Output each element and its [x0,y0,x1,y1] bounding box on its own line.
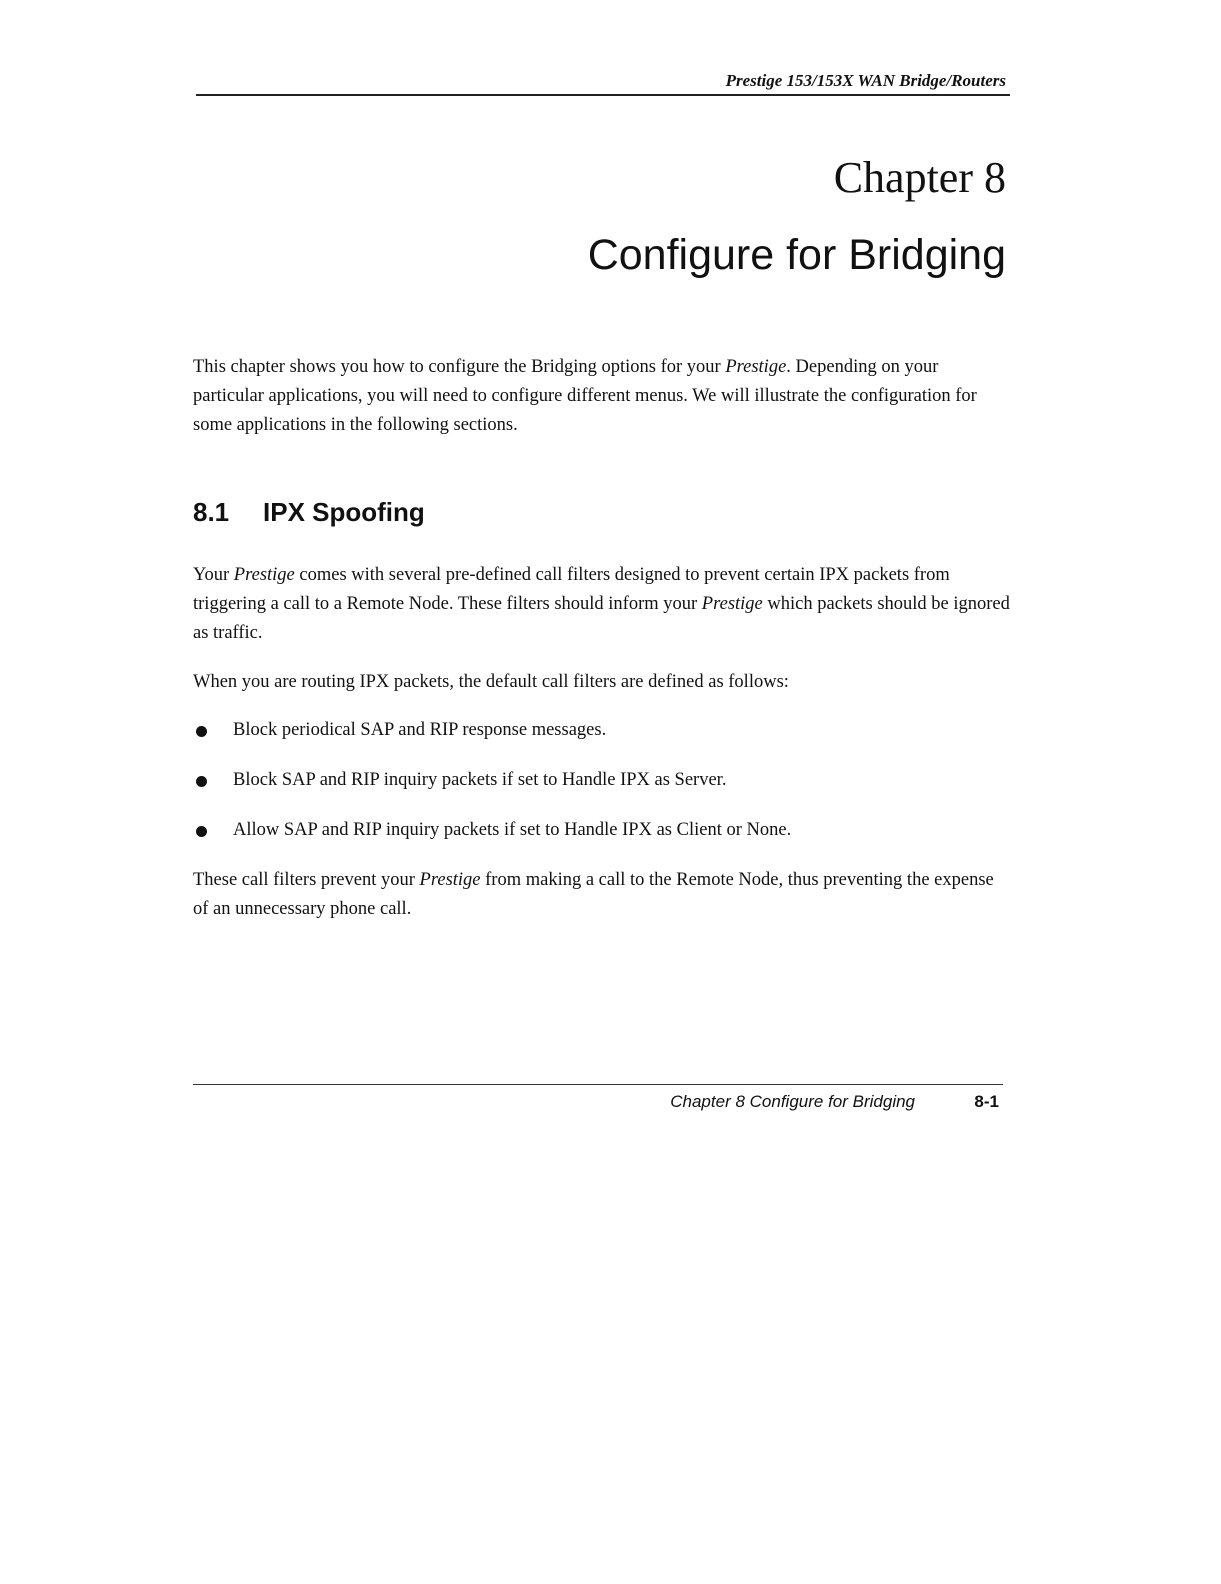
intro-product-name: Prestige [725,357,787,377]
ipx-p1-product-2: Prestige [701,594,763,614]
list-item [193,716,1013,766]
footer-chapter-title: Chapter 8 Configure for Bridging [670,1092,915,1111]
intro-paragraph [193,353,1013,440]
ipx-p1-text-1: Your [193,565,234,585]
ipx-p3-text-1: These call filters prevent your [193,870,420,890]
list-item-text: Block SAP and RIP inquiry packets if set to Handle IPX as Server. [233,770,727,790]
page-number: 8-1 [974,1092,999,1111]
bullet-icon [196,776,207,787]
ipx-p1-text-3: which packets should be ignored as traffic. [193,594,1010,643]
ipx-p1-product-1: Prestige [233,565,295,585]
ipx-paragraph-2: When you are routing IPX packets, the default call filters are defined as follows: [193,672,789,692]
section-title: IPX Spoofing [263,497,425,527]
ipx-p1-text-2: comes with several pre-defined call filters designed to prevent certain IPX packets from triggering a call to a Remote Node. These filters should inform your [193,565,950,614]
footer-divider [193,1084,1003,1085]
running-header [196,70,1010,96]
intro-text-1: This chapter shows you how to configure the Bridging options for your [193,357,726,377]
list-item-text: Allow SAP and RIP inquiry packets if set to Handle IPX as Client or None. [233,820,792,840]
filter-bullet-list [193,716,1013,866]
section-heading [193,494,425,530]
chapter-title: Configure for Bridging [587,231,1006,279]
ipx-p3-product: Prestige [419,870,481,890]
ipx-paragraph-1 [193,561,1013,648]
list-item [193,766,1013,816]
intro-text-2: . Depending on your particular applications, you will need to configure different menus. We will illustrate the configuration for some applications in the following sections. [193,357,977,435]
chapter-number: Chapter 8 [833,153,1006,202]
running-header-title: Prestige 153/153X WAN Bridge/Routers [725,71,1006,90]
page-footer [193,1090,1003,1116]
list-item-text: Block periodical SAP and RIP response messages. [233,720,607,740]
list-item [193,816,1013,866]
bullet-icon [196,726,207,737]
ipx-p3-text-2: from making a call to the Remote Node, thus preventing the expense of an unnecessary phone call. [193,870,994,919]
section-number: 8.1 [193,497,230,527]
ipx-paragraph-3 [193,866,1013,924]
bullet-icon [196,826,207,837]
